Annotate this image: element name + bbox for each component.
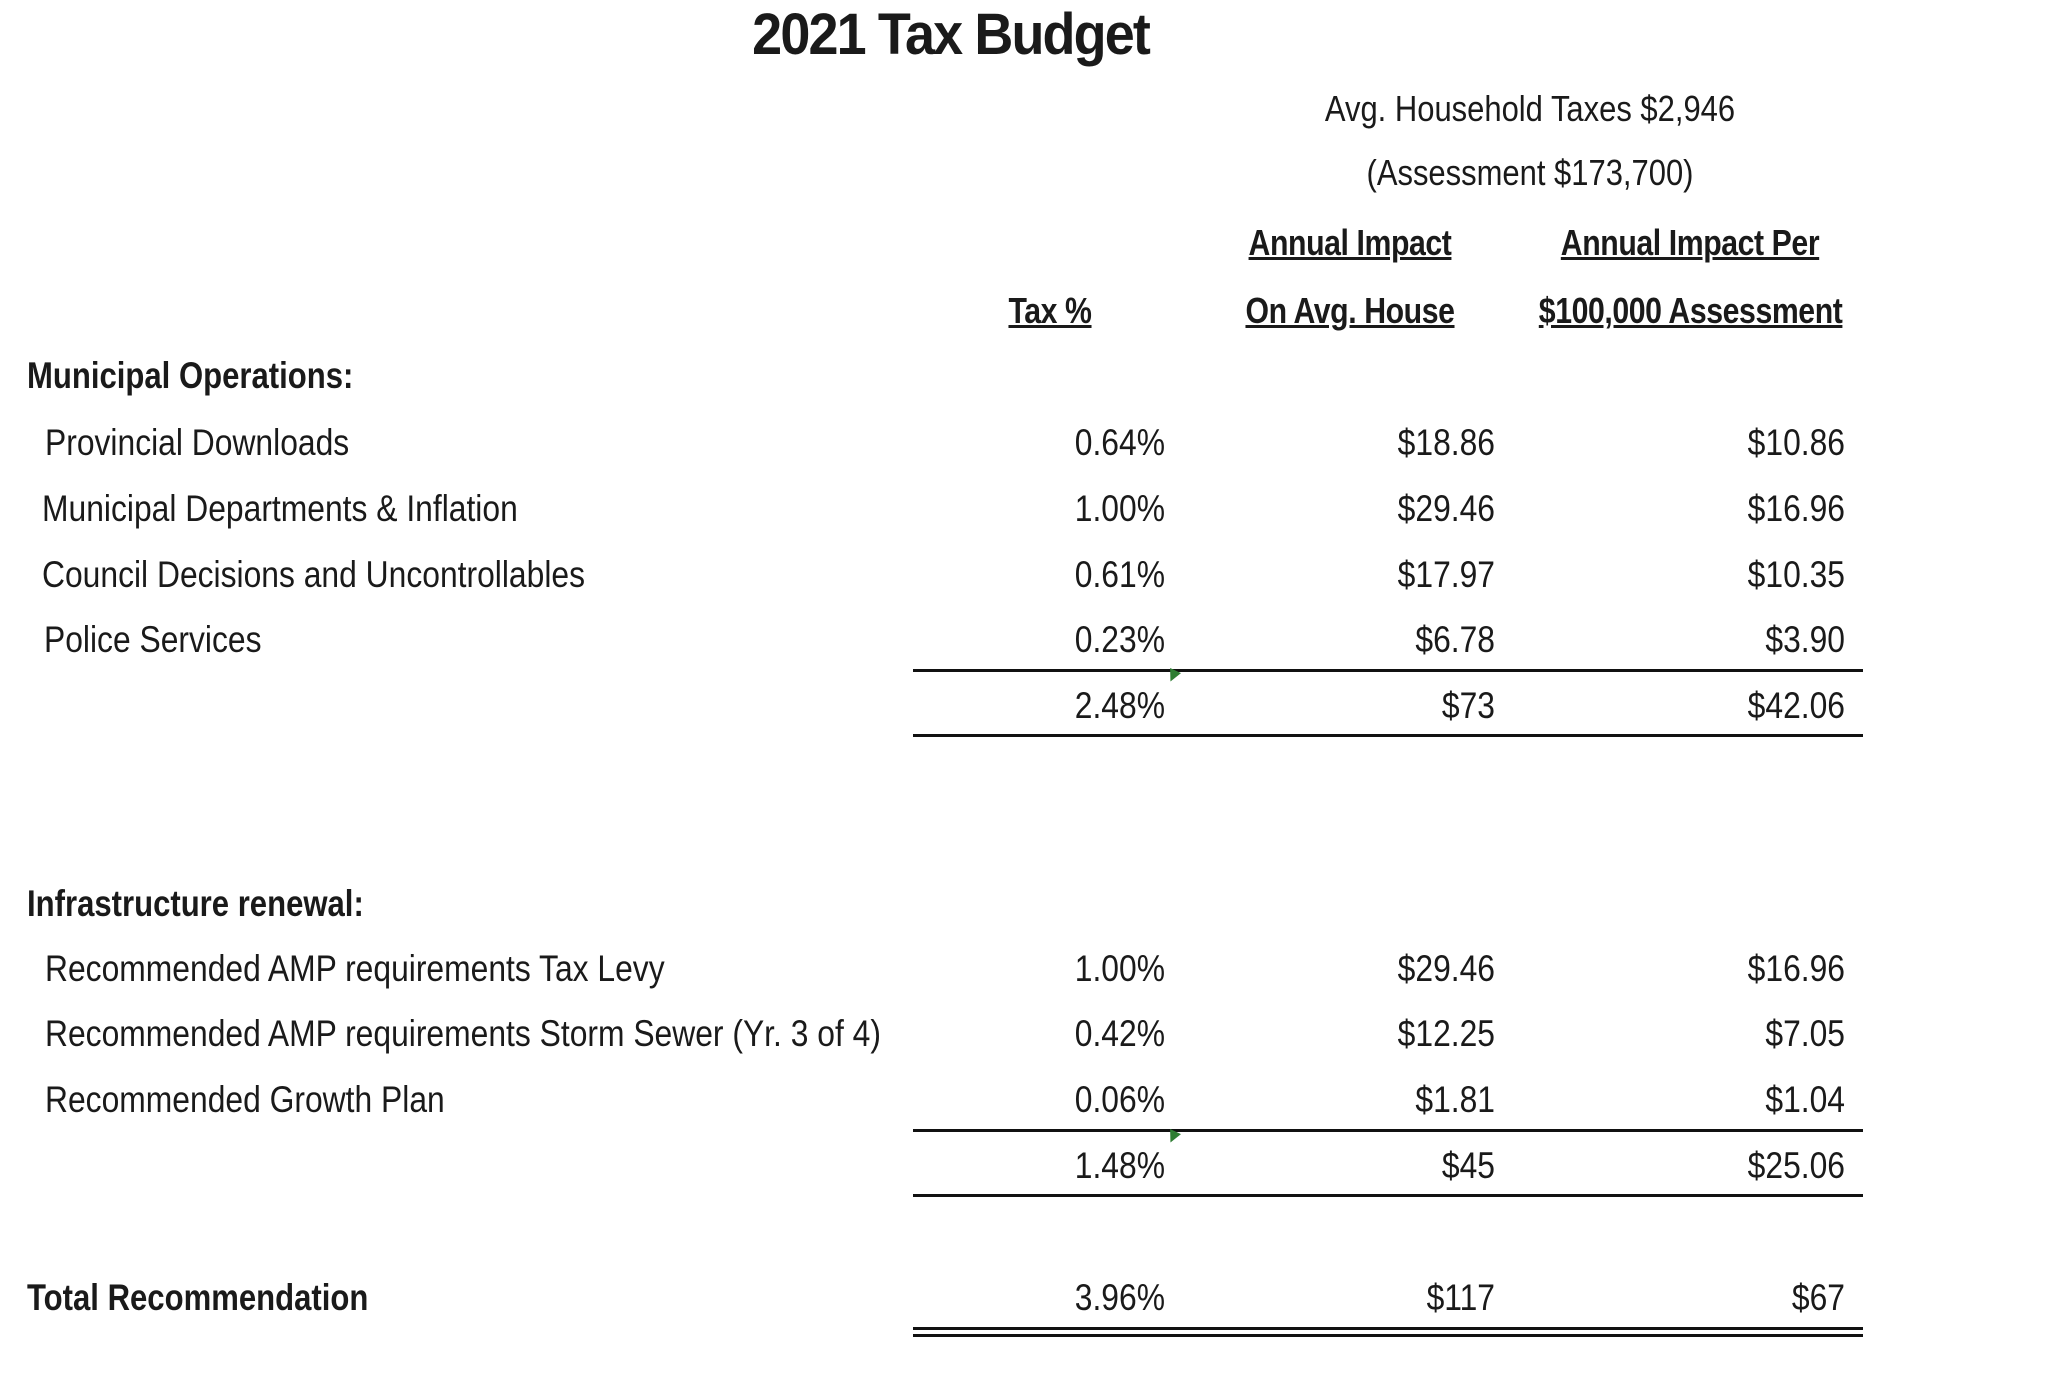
house-impact-cell: $12.25 — [1397, 1013, 1495, 1054]
row-label: Council Decisions and Uncontrollables — [42, 554, 585, 595]
house-impact-cell: $1.81 — [1415, 1079, 1495, 1120]
total-house-impact: $117 — [1426, 1277, 1495, 1318]
house-impact-cell: $29.46 — [1397, 948, 1495, 989]
tax-pct-cell: 1.00% — [1074, 488, 1165, 529]
row-label: Police Services — [44, 619, 262, 660]
total-per100k: $67 — [1791, 1277, 1845, 1318]
subtotal-rule-top — [913, 1129, 1863, 1132]
per100k-cell: $1.04 — [1765, 1079, 1845, 1120]
total-double-rule-top — [913, 1327, 1863, 1330]
total-label: Total Recommendation — [27, 1277, 369, 1318]
per100k-cell: $10.86 — [1747, 422, 1845, 463]
row-label: Municipal Departments & Inflation — [42, 488, 518, 529]
total-tax-pct: 3.96% — [1074, 1277, 1165, 1318]
subtotal-rule-bottom — [913, 1194, 1863, 1197]
subtotal-house-impact: $73 — [1441, 685, 1495, 726]
house-impact-cell: $6.78 — [1415, 619, 1495, 660]
column-header-tax-pct: Tax % — [1008, 290, 1092, 331]
house-impact-cell: $17.97 — [1397, 554, 1495, 595]
section-heading-infrastructure: Infrastructure renewal: — [27, 883, 364, 924]
subtotal-house-impact: $45 — [1441, 1145, 1495, 1186]
per100k-cell: $7.05 — [1765, 1013, 1845, 1054]
section-heading-municipal: Municipal Operations: — [27, 355, 354, 396]
column-header-annual-impact-line2: On Avg. House — [1245, 290, 1455, 331]
subtotal-tax-pct: 2.48% — [1074, 685, 1165, 726]
tax-pct-cell: 1.00% — [1074, 948, 1165, 989]
tax-pct-cell: 0.06% — [1074, 1079, 1165, 1120]
house-impact-cell: $18.86 — [1397, 422, 1495, 463]
tax-pct-cell: 0.64% — [1074, 422, 1165, 463]
avg-household-taxes: Avg. Household Taxes $2,946 — [1324, 88, 1736, 129]
subtotal-per100k: $25.06 — [1747, 1145, 1845, 1186]
row-label: Recommended Growth Plan — [45, 1079, 445, 1120]
assessment-value: (Assessment $173,700) — [1366, 152, 1694, 193]
row-label: Provincial Downloads — [45, 422, 350, 463]
subtotal-rule-bottom — [913, 734, 1863, 737]
subtotal-rule-top — [913, 669, 1863, 672]
row-label: Recommended AMP requirements Storm Sewer (Yr. 3 of 4) — [45, 1013, 881, 1054]
subtotal-tax-pct: 1.48% — [1074, 1145, 1165, 1186]
per100k-cell: $16.96 — [1747, 948, 1845, 989]
subtotal-per100k: $42.06 — [1747, 685, 1845, 726]
per100k-cell: $16.96 — [1747, 488, 1845, 529]
house-impact-cell: $29.46 — [1397, 488, 1495, 529]
column-header-per100k-line2: $100,000 Assessment — [1538, 290, 1843, 331]
tax-pct-cell: 0.23% — [1074, 619, 1165, 660]
column-header-annual-impact-line1: Annual Impact — [1248, 222, 1452, 263]
tax-pct-cell: 0.42% — [1074, 1013, 1165, 1054]
per100k-cell: $3.90 — [1765, 619, 1845, 660]
per100k-cell: $10.35 — [1747, 554, 1845, 595]
column-header-per100k-line1: Annual Impact Per — [1560, 222, 1820, 263]
tax-pct-cell: 0.61% — [1074, 554, 1165, 595]
total-double-rule-bottom — [913, 1334, 1863, 1337]
row-label: Recommended AMP requirements Tax Levy — [45, 948, 665, 989]
page-title: 2021 Tax Budget — [752, 2, 1149, 67]
